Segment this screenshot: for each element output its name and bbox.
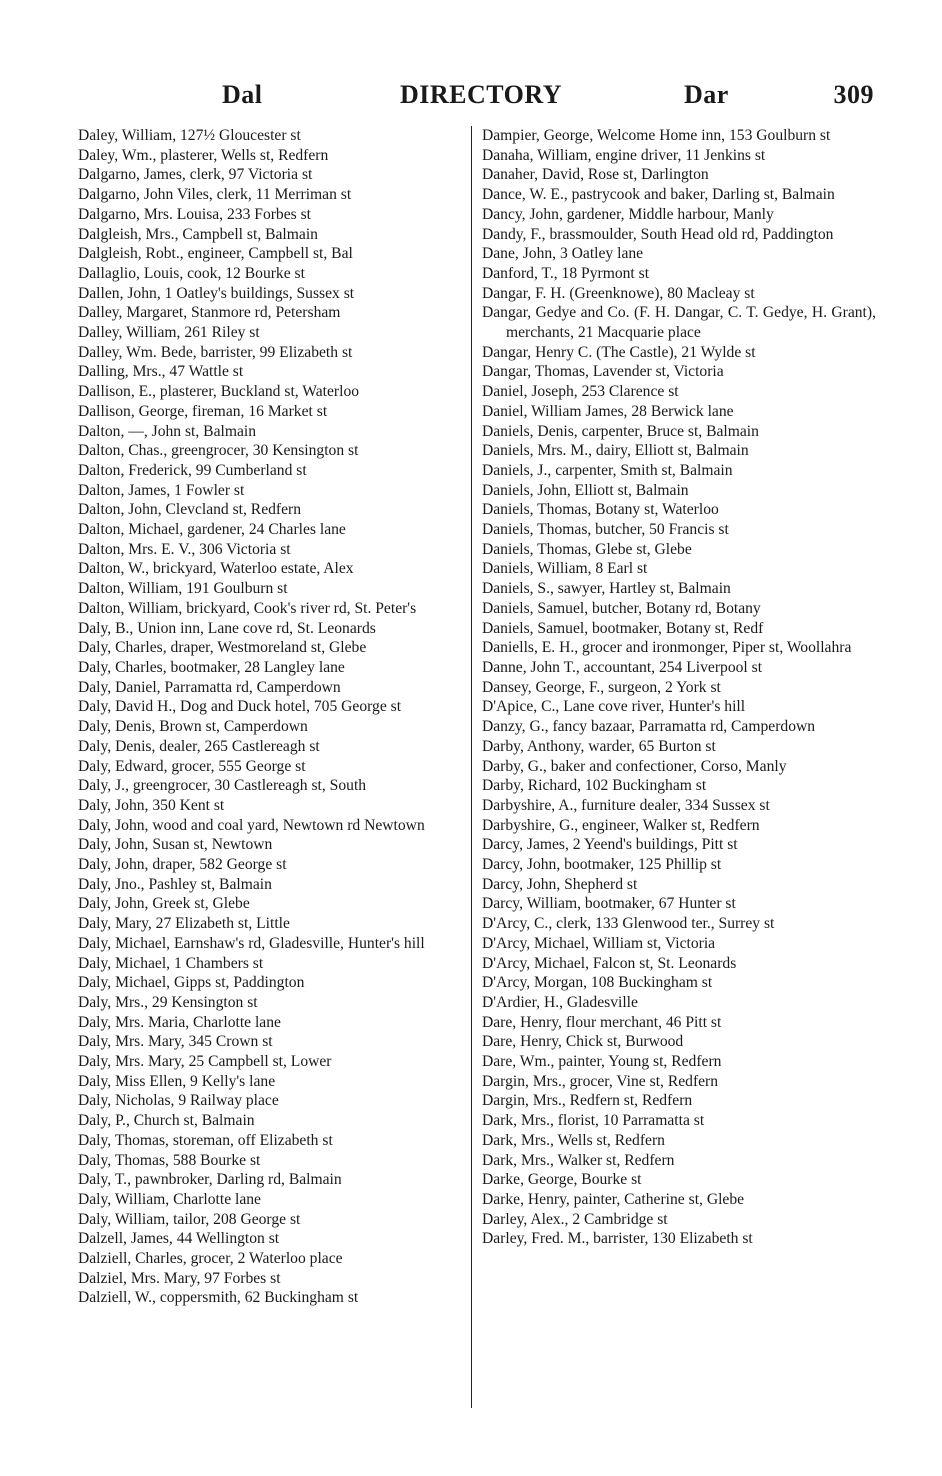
directory-entry: Dalton, Michael, gardener, 24 Charles lane	[78, 521, 346, 539]
directory-entry: Daniels, Thomas, Botany st, Waterloo	[482, 501, 719, 519]
directory-entry: D'Ardier, H., Gladesville	[482, 993, 638, 1011]
directory-entry: Dalton, Frederick, 99 Cumberland st	[78, 461, 307, 479]
directory-entry: Daly, Mrs. Mary, 345 Crown st	[78, 1033, 273, 1051]
directory-entry: Darcy, James, 2 Yeend's buildings, Pitt st	[482, 836, 738, 854]
directory-entry: Dalziel, Mrs. Mary, 97 Forbes st	[78, 1269, 281, 1287]
directory-entry: Dargin, Mrs., grocer, Vine st, Redfern	[482, 1072, 719, 1090]
directory-entry: Dark, Mrs., Walker st, Redfern	[482, 1151, 675, 1169]
directory-entry: Daly, John, 350 Kent st	[78, 796, 225, 814]
directory-entry: Darcy, William, bootmaker, 67 Hunter st	[482, 895, 736, 913]
directory-entry: Daniels, Samuel, bootmaker, Botany st, Redf	[482, 619, 764, 637]
directory-entry: Dallen, John, 1 Oatley's buildings, Sussex st	[78, 284, 355, 302]
directory-entry: Daniels, S., sawyer, Hartley st, Balmain	[482, 580, 731, 598]
directory-entry: Darley, Fred. M., barrister, 130 Elizabeth st	[482, 1230, 753, 1248]
directory-entry: Daley, William, 127½ Gloucester st	[78, 127, 301, 144]
directory-entry: Dalling, Mrs., 47 Wattle st	[78, 363, 244, 381]
directory-entry: Dalgarno, John Viles, clerk, 11 Merriman st	[78, 186, 352, 204]
directory-entry: Daniels, Denis, carpenter, Bruce st, Balmain	[482, 422, 759, 440]
directory-entry: Daly, J., greengrocer, 30 Castlereagh st, South	[78, 777, 367, 795]
directory-entry: Dangar, Henry C. (The Castle), 21 Wylde st	[482, 343, 756, 361]
directory-entry: Darley, Alex., 2 Cambridge st	[482, 1210, 668, 1228]
directory-entry: Dalley, Wm. Bede, barrister, 99 Elizabeth st	[78, 343, 353, 361]
header-last-word: Dar	[684, 80, 729, 109]
page-header	[76, 80, 876, 114]
column-divider	[471, 126, 472, 1408]
directory-entry: Dampier, George, Welcome Home inn, 153 Goulburn st	[482, 127, 831, 144]
directory-entry: Dalton, John, Clevcland st, Redfern	[78, 501, 302, 519]
directory-entry: Danne, John T., accountant, 254 Liverpool st	[482, 658, 763, 676]
directory-entry: Dalton, Mrs. E. V., 306 Victoria st	[78, 540, 291, 558]
directory-entry: Darke, George, Bourke st	[482, 1171, 642, 1189]
directory-entry: Daly, Mrs. Mary, 25 Campbell st, Lower	[78, 1053, 332, 1071]
directory-entry: Dancy, John, gardener, Middle harbour, Manly	[482, 205, 774, 223]
directory-entry: Daly, Denis, dealer, 265 Castlereagh st	[78, 737, 320, 755]
directory-entry: Dalton, William, 191 Goulburn st	[78, 580, 288, 598]
directory-entry: Daley, Wm., plasterer, Wells st, Redfern	[78, 146, 329, 164]
directory-entry: Danaha, William, engine driver, 11 Jenkins st	[482, 146, 766, 164]
directory-entry: Daniels, William, 8 Earl st	[482, 560, 648, 578]
directory-entry: Daly, Charles, bootmaker, 28 Langley lane	[78, 658, 345, 676]
directory-entry: Daly, William, tailor, 208 George st	[78, 1210, 301, 1228]
directory-entry: Dalgleish, Robt., engineer, Campbell st, Bal	[78, 245, 353, 263]
directory-entry: Dansey, George, F., surgeon, 2 York st	[482, 678, 721, 696]
left-column	[78, 126, 462, 1416]
directory-entry: Danzy, G., fancy bazaar, Parramatta rd, Camperdown	[482, 718, 816, 736]
directory-entry: Darke, Henry, painter, Catherine st, Glebe	[482, 1190, 745, 1208]
directory-entry: Darby, Anthony, warder, 65 Burton st	[482, 737, 716, 755]
directory-entry: Daly, John, Susan st, Newtown	[78, 836, 273, 854]
directory-entry: Dalziell, Charles, grocer, 2 Waterloo place	[78, 1250, 343, 1268]
directory-entry: Daly, Edward, grocer, 555 George st	[78, 757, 306, 775]
directory-entry: Dalton, Chas., greengrocer, 30 Kensington st	[78, 442, 359, 460]
directory-entry: Dalgleish, Mrs., Campbell st, Balmain	[78, 225, 318, 243]
header-title: DIRECTORY	[400, 80, 563, 109]
directory-entry: Daly, Charles, draper, Westmoreland st, Glebe	[78, 639, 367, 657]
directory-entry: Dalton, James, 1 Fowler st	[78, 481, 245, 499]
directory-entry: Daniels, Mrs. M., dairy, Elliott st, Balmain	[482, 442, 749, 460]
directory-entry: Dandy, F., brassmoulder, South Head old rd, Paddington	[482, 225, 834, 243]
directory-entry: Daniel, Joseph, 253 Clarence st	[482, 383, 679, 401]
directory-entry: Dalziell, W., coppersmith, 62 Buckingham st	[78, 1289, 359, 1307]
directory-entry: D'Arcy, Michael, Falcon st, St. Leonards	[482, 954, 737, 972]
directory-entry: Daly, John, wood and coal yard, Newtown rd Newtown	[78, 816, 425, 834]
directory-entry: D'Arcy, Morgan, 108 Buckingham st	[482, 974, 713, 992]
directory-entry: D'Apice, C., Lane cove river, Hunter's hill	[482, 698, 746, 716]
directory-entry: Daly, Mrs. Maria, Charlotte lane	[78, 1013, 281, 1031]
directory-entry: Daly, Thomas, 588 Bourke st	[78, 1151, 261, 1169]
directory-entry: Dallison, E., plasterer, Buckland st, Waterloo	[78, 383, 360, 401]
directory-entry: Daly, Daniel, Parramatta rd, Camperdown	[78, 678, 341, 696]
directory-entry: Daly, Michael, Earnshaw's rd, Gladesville, Hunter's hill	[78, 934, 425, 952]
directory-entry: Dallison, George, fireman, 16 Market st	[78, 402, 328, 420]
directory-entry: Dalton, —, John st, Balmain	[78, 422, 257, 440]
directory-entry: Dane, John, 3 Oatley lane	[482, 245, 644, 263]
directory-entry: Dalgarno, Mrs. Louisa, 233 Forbes st	[78, 205, 312, 223]
right-column	[482, 126, 876, 1416]
directory-entry: Darby, G., baker and confectioner, Corso, Manly	[482, 757, 787, 775]
directory-entry: Darbyshire, G., engineer, Walker st, Redfern	[482, 816, 760, 834]
directory-entry: Danford, T., 18 Pyrmont st	[482, 264, 650, 282]
directory-entry: Dalley, William, 261 Riley st	[78, 324, 260, 342]
directory-entry: Dare, Henry, Chick st, Burwood	[482, 1033, 684, 1051]
directory-entry: Daly, Thomas, storeman, off Elizabeth st	[78, 1131, 333, 1149]
directory-entry: Daly, William, Charlotte lane	[78, 1190, 261, 1208]
directory-entry: Daly, Michael, 1 Chambers st	[78, 954, 264, 972]
directory-entry: Daly, David H., Dog and Duck hotel, 705 George st	[78, 698, 402, 716]
directory-entry: Dare, Wm., painter, Young st, Redfern	[482, 1053, 722, 1071]
directory-entry: Dalzell, James, 44 Wellington st	[78, 1230, 280, 1248]
directory-entry: Dalton, W., brickyard, Waterloo estate, Alex	[78, 560, 354, 578]
directory-entry: Danaher, David, Rose st, Darlington	[482, 166, 709, 184]
directory-entry: Daly, John, Greek st, Glebe	[78, 895, 250, 913]
directory-entry: Daly, B., Union inn, Lane cove rd, St. Leonards	[78, 619, 376, 637]
directory-entry: Daly, Nicholas, 9 Railway place	[78, 1092, 279, 1110]
directory-entry: Dangar, F. H. (Greenknowe), 80 Macleay st	[482, 284, 755, 302]
directory-entry: Daly, P., Church st, Balmain	[78, 1112, 255, 1130]
directory-entry: Daly, Miss Ellen, 9 Kelly's lane	[78, 1072, 276, 1090]
directory-entry: Dargin, Mrs., Redfern st, Redfern	[482, 1092, 693, 1110]
directory-entry: Daly, Mary, 27 Elizabeth st, Little	[78, 915, 290, 933]
directory-entry: Daly, Denis, Brown st, Camperdown	[78, 718, 308, 736]
directory-entry: Daly, Mrs., 29 Kensington st	[78, 993, 258, 1011]
directory-entry: Daly, T., pawnbroker, Darling rd, Balmain	[78, 1171, 342, 1189]
directory-entry: Daniels, John, Elliott st, Balmain	[482, 481, 689, 499]
directory-entry: Dalgarno, James, clerk, 97 Victoria st	[78, 166, 313, 184]
directory-entry: Dallaglio, Louis, cook, 12 Bourke st	[78, 264, 305, 282]
directory-entry: Daniel, William James, 28 Berwick lane	[482, 402, 734, 420]
directory-entry: Daly, Michael, Gipps st, Paddington	[78, 974, 305, 992]
directory-entry: Darbyshire, A., furniture dealer, 334 Sussex st	[482, 796, 770, 814]
directory-entry: Dangar, Gedye and Co. (F. H. Dangar, C. T. Gedye, H. Grant), merchants, 21 Macquarie place	[482, 304, 876, 342]
directory-entry: Dalton, William, brickyard, Cook's river rd, St. Peter's	[78, 599, 417, 617]
directory-entry: Daniels, Thomas, butcher, 50 Francis st	[482, 521, 729, 539]
directory-entry: Darcy, John, bootmaker, 125 Phillip st	[482, 856, 722, 874]
directory-entry: Daniels, Samuel, butcher, Botany rd, Botany	[482, 599, 761, 617]
page-number: 309	[833, 80, 874, 109]
directory-entry: Daly, John, draper, 582 George st	[78, 856, 287, 874]
directory-entry: Dare, Henry, flour merchant, 46 Pitt st	[482, 1013, 722, 1031]
directory-entry: Daniels, Thomas, Glebe st, Glebe	[482, 540, 692, 558]
directory-entry: Darcy, John, Shepherd st	[482, 875, 638, 893]
directory-entry: Dark, Mrs., Wells st, Redfern	[482, 1131, 665, 1149]
directory-entry: Darby, Richard, 102 Buckingham st	[482, 777, 707, 795]
directory-entry: Dark, Mrs., florist, 10 Parramatta st	[482, 1112, 705, 1130]
directory-entry: Dangar, Thomas, Lavender st, Victoria	[482, 363, 724, 381]
directory-entry: D'Arcy, Michael, William st, Victoria	[482, 934, 716, 952]
directory-entry: Daniels, J., carpenter, Smith st, Balmain	[482, 461, 733, 479]
directory-entry: Dalley, Margaret, Stanmore rd, Petersham	[78, 304, 341, 322]
directory-entry: Daly, Jno., Pashley st, Balmain	[78, 875, 272, 893]
header-first-word: Dal	[222, 80, 263, 109]
directory-entry: Dance, W. E., pastrycook and baker, Darling st, Balmain	[482, 186, 835, 204]
directory-entry: D'Arcy, C., clerk, 133 Glenwood ter., Surrey st	[482, 915, 775, 933]
directory-entry: Daniells, E. H., grocer and ironmonger, Piper st, Woollahra	[482, 639, 852, 657]
